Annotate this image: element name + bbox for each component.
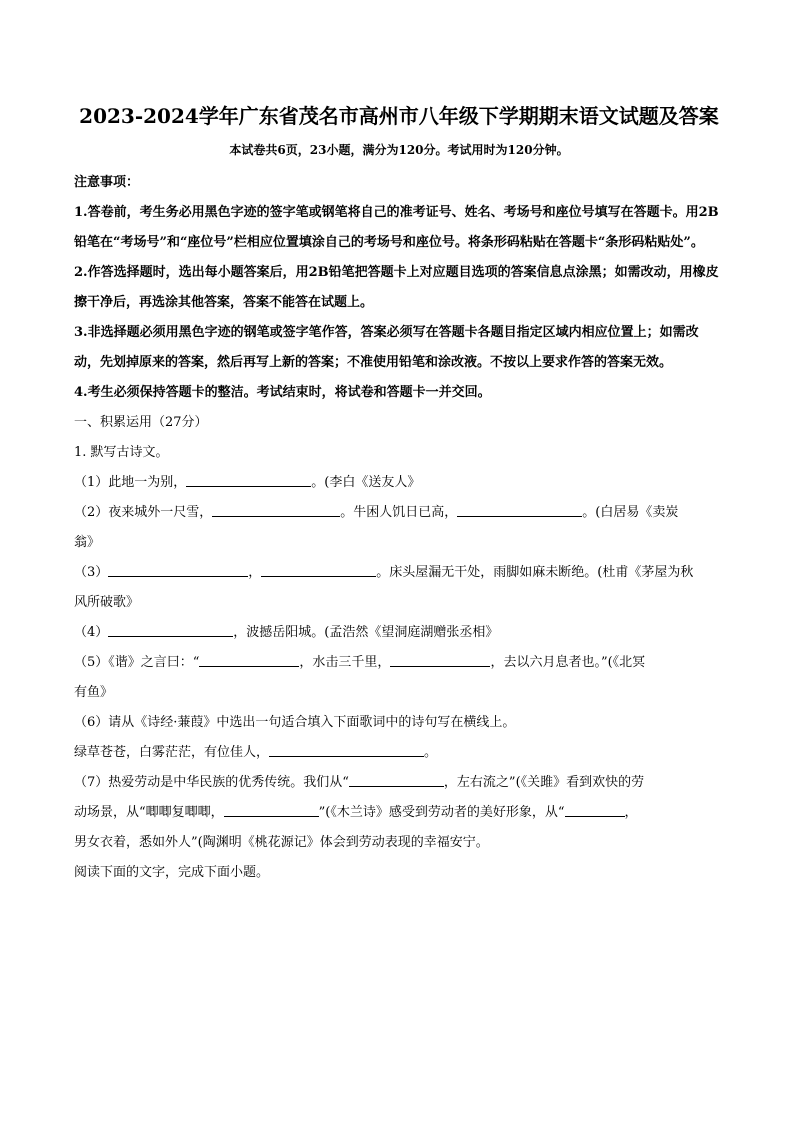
answer-blank[interactable]: [224, 803, 319, 817]
q1-item-3-text: ，: [248, 565, 262, 580]
q1-item-7-text: ，: [624, 805, 638, 820]
page-title: 2023-2024学年广东省茂名市高州市八年级下学期期末语文试题及答案: [79, 104, 719, 128]
answer-blank[interactable]: [186, 473, 311, 487]
q1-item-7-text: ，左右流之”(《关雎》看到欢快的劳: [443, 775, 645, 790]
answer-blank[interactable]: [349, 773, 444, 787]
q1-item-7: [74, 768, 724, 858]
exam-info: 本试卷共6页，23小题，满分为120分。考试用时为120分钟。: [229, 143, 569, 157]
answer-blank[interactable]: [390, 653, 490, 667]
q1-item-7-text: ”(《木兰诗》感受到劳动者的美好形象，从“: [318, 805, 565, 820]
q1-item-5-text: （5）《谐》之言曰：“: [74, 655, 200, 670]
answer-blank[interactable]: [269, 743, 424, 757]
answer-blank[interactable]: [199, 653, 299, 667]
q1-item-5-source: 有鱼》: [74, 685, 114, 700]
q1-item-5-text: ，去以六月息者也。”(《北冥: [490, 655, 646, 670]
q1-item-5: [74, 648, 724, 708]
q1-item-1-source: 。(李白《送友人》: [311, 475, 421, 490]
answer-blank[interactable]: [108, 563, 248, 577]
notice-heading: 注意事项：: [74, 175, 140, 190]
q1-item-3-text: （3）: [74, 565, 109, 580]
q1-item-3: [74, 558, 724, 618]
q1-item-6-text: （6）请从《诗经·蒹葭》中选出一句适合填入下面歌词中的诗句写在横线上。: [74, 715, 516, 730]
answer-blank[interactable]: [212, 503, 340, 517]
reading-instruction: 阅读下面的文字，完成下面小题。: [74, 865, 270, 880]
notice-item-2: 2.作答选择题时，选出每小题答案后，用2B铅笔把答题卡上对应题目选项的答案信息点涂黑；如需改动，用橡皮擦干净后，再选涂其他答案，答案不能答在试题上。: [74, 265, 719, 310]
q1-item-5-text: ，水击三千里，: [299, 655, 391, 670]
q1-item-2-source: 翁》: [74, 535, 101, 550]
notice-item-3: 3.非选择题必须用黑色字迹的钢笔或签字笔作答，答案必须写在答题卡各题目指定区域内相应位置上；如需改动，先划掉原来的答案，然后再写上新的答案；不准使用铅笔和涂改液。不按以上要求作答的答案无效。: [74, 325, 699, 370]
q1-item-2-text: （2）夜来城外一尺雪，: [74, 505, 213, 520]
answer-blank[interactable]: [565, 803, 625, 817]
q1-item-4-text: （4）: [74, 625, 109, 640]
q1-item-2-text: 。牛困人饥日已高，: [340, 505, 458, 520]
q1-item-6-lyric: 。: [424, 745, 438, 760]
q1-item-6-lyric: 绿草苍苍，白雾茫茫，有位佳人，: [74, 745, 270, 760]
q1-item-7-text: 男女衣着，悉如外人”(陶渊明《桃花源记》体会到劳动表现的幸福安宁。: [74, 835, 489, 850]
answer-blank[interactable]: [457, 503, 582, 517]
q1-item-1-text: （1）此地一为别，: [74, 475, 187, 490]
q1-item-2: [74, 498, 724, 558]
section-heading: 一、积累运用（27分）: [74, 415, 208, 430]
question-1-heading: 1. 默写古诗文。: [74, 445, 169, 460]
notice-item-4: 4.考生必须保持答题卡的整洁。考试结束时，将试卷和答题卡一并交回。: [74, 385, 491, 400]
notice-item-1: 1.答卷前，考生务必用黑色字迹的签字笔或钢笔将自己的准考证号、姓名、考场号和座位号填写在答题卡。用2B铅笔在“考场号”和“座位号”栏相应位置填涂自己的考场号和座位号。将条形码粘贴在答题卡“条形码粘贴处”。: [74, 205, 719, 250]
q1-item-4: [74, 618, 724, 648]
exam-page: [74, 96, 724, 888]
q1-item-7-text: （7）热爱劳动是中华民族的优秀传统。我们从“: [74, 775, 349, 790]
q1-item-4-text: ，波撼岳阳城。(孟浩然《望洞庭湖赠张丞相》: [233, 625, 499, 640]
q1-item-3-source: 风所破歌》: [74, 595, 140, 610]
answer-blank[interactable]: [108, 623, 233, 637]
q1-item-6: [74, 708, 724, 768]
q1-item-7-text: 动场景，从“唧唧复唧唧，: [74, 805, 224, 820]
answer-blank[interactable]: [261, 563, 376, 577]
q1-item-2-source: 。(白居易《卖炭: [582, 505, 679, 520]
q1-item-3-text: 。床头屋漏无干处，雨脚如麻未断绝。(杜甫《茅屋为秋: [376, 565, 694, 580]
q1-item-1: [74, 468, 724, 498]
